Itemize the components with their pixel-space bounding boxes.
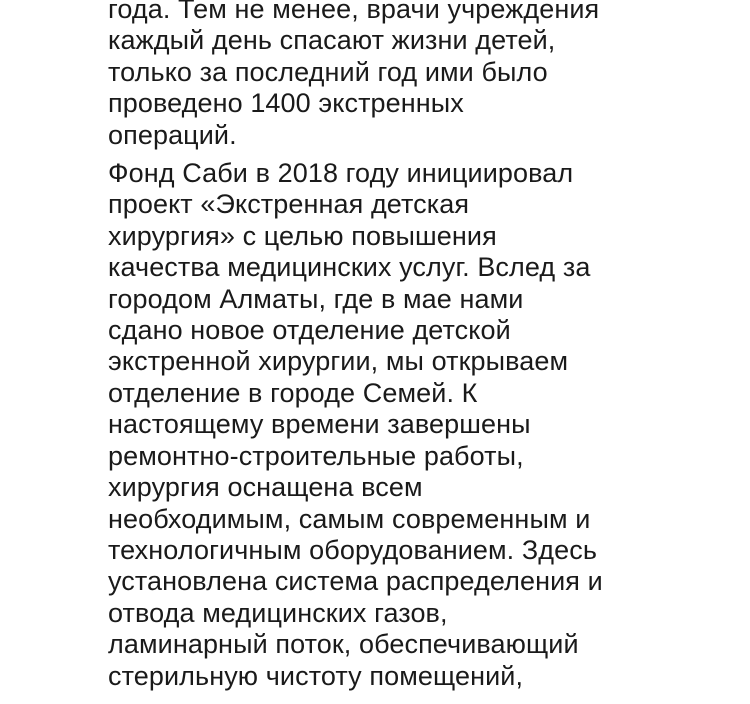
text-line: проведено 1400 экстренных	[108, 88, 464, 119]
text-line: городом Алматы, где в мае нами	[108, 283, 524, 314]
article-body	[108, 0, 728, 692]
text-line: настоящему времени завершены	[108, 409, 531, 440]
text-line: экстренной хирургии, мы открываем	[108, 346, 569, 377]
text-line: необходимым, самым современным и	[108, 503, 591, 534]
text-line: ремонтно-строительные работы,	[108, 440, 524, 471]
paragraph-1	[108, 0, 728, 151]
text-line: технологичным оборудованием. Здесь	[108, 534, 598, 565]
text-line: ламинарный поток, обеспечивающий	[108, 629, 579, 660]
text-line: установлена система распределения и	[108, 566, 603, 597]
text-line: стерильную чистоту помещений,	[108, 660, 524, 691]
paragraph-2	[108, 158, 728, 692]
text-line: отвода медицинских газов,	[108, 597, 448, 628]
text-line: хирургия оснащена всем	[108, 472, 423, 503]
text-line: проект «Экстренная детская	[108, 189, 470, 220]
text-line: хирургия» с целью повышения	[108, 220, 497, 251]
text-line: Фонд Саби в 2018 году инициировал	[108, 158, 574, 189]
text-line: качества медицинских услуг. Вслед за	[108, 252, 591, 283]
text-line: года. Тем не менее, врачи учреждения	[108, 0, 600, 24]
text-line: операций.	[108, 119, 237, 150]
text-line: отделение в городе Семей. К	[108, 377, 478, 408]
text-line: только за последний год ими было	[108, 56, 548, 87]
text-line: каждый день спасают жизни детей,	[108, 25, 556, 56]
text-line: сдано новое отделение детской	[108, 315, 511, 346]
